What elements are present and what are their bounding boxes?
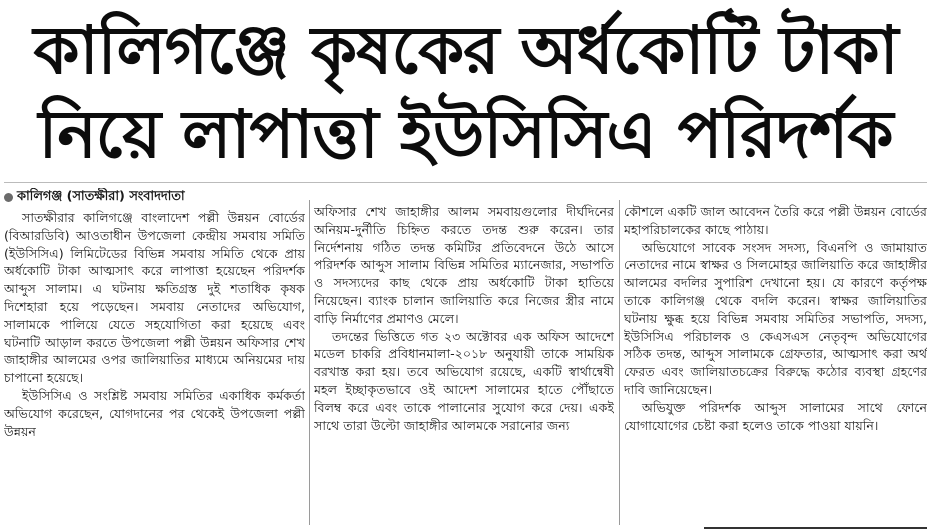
paragraph: ইউসিসিএ ও সংশ্লিষ্ট সমবায় সমিতির একাধিক কর্মকর্তা অভিযোগ করেছেন, যোগদানের পর থেকেই উপজেলা পল্লী উন্নয়ন xyxy=(4,387,305,439)
bullet-icon xyxy=(4,193,13,202)
paragraph: তদন্তের ভিত্তিতে গত ২৩ অক্টোবর এক অফিস আদেশে মডেল চাকরি প্রবিধানমালা-২০১৮ অনুযায়ী তাকে সাময়িক বরখাস্ত করা হয়। তবে অভিযোগ রয়েছে, একটি স্বার্থান্বেষী মহল ইচ্ছাকৃতভাবে ওই আদেশ সালামের হাতে পৌঁছাতে বিলম্ব করে এবং তাকে পালানোর সুযোগ করে দেয়। একই সাথে তারা উল্টো জাহাঙ্গীর আলমকে সরানোর জন্য xyxy=(314,328,614,433)
article-column-1 xyxy=(4,188,305,531)
paragraph: সাতক্ষীরার কালিগঞ্জে বাংলাদেশ পল্লী উন্নয়ন বোর্ডের (বিআরডিবি) আওতাধীন উপজেলা কেন্দ্রীয় সমবায় সমিতি (ইউসিসিএ) লিমিটেডের বিভিন্ন সমবায় সমিতি থেকে প্রায় অর্ধকোটি টাকা আত্মসাৎ করে লাপাত্তা হয়েছেন পরিদর্শক আব্দুস সালাম। এ ঘটনায় ক্ষতিগ্রস্ত দুই শতাধিক কৃষক দিশেহারা হয়ে পড়েছেন। সমবায় নেতাদের অভিযোগ, সালামকে পালিয়ে যেতে সহযোগিতা করা হয়েছে এবং ঘটনাটি আড়াল করতে উপজেলা পল্লী উন্নয়ন অফিসার শেখ জাহাঙ্গীর আলমের ওপর জালিয়াতির মাধ্যমে অনিয়মের দায় চাপানো হয়েছে। xyxy=(4,210,305,386)
byline xyxy=(4,188,305,206)
bottom-rule xyxy=(704,527,927,529)
headline-divider xyxy=(4,182,927,183)
paragraph: কৌশলে একটি জাল আবেদন তৈরি করে পল্লী উন্নয়ন বোর্ডের মহাপরিচালকের কাছে পাঠায়। xyxy=(624,204,927,237)
headline-line-1: কালিগঞ্জে কৃষকের অর্ধকোটি টাকা xyxy=(33,12,898,89)
byline-text: কালিগঞ্জ (সাতক্ষীরা) সংবাদদাতা xyxy=(17,189,185,204)
paragraph: অভিযোগে সাবেক সংসদ সদস্য, বিএনপি ও জামায়াত নেতাদের নামে স্বাক্ষর ও সিলমোহর জালিয়াতি করে জাহাঙ্গীর আলমের বদলির সুপারিশ দেখানো হয়। যে কারণে কর্তৃপক্ষ তাকে কালিগঞ্জ থেকে বদলি করেন। স্বাক্ষর জালিয়াতির ঘটনায় ক্ষুব্ধ হয়ে বিভিন্ন সমবায় সমিতির সভাপতি, সদস্য, ইউসিসিএ পরিচালক ও কেএসএস নেতৃবৃন্দ অভিযোগের সঠিক তদন্ত, আব্দুস সালামকে গ্রেফতার, আত্মসাৎ করা অর্থ ফেরত এবং জালিয়াতচক্রের বিরুদ্ধে কঠোর ব্যবস্থা গ্রহণের দাবি জানিয়েছেন। xyxy=(624,239,927,397)
column-divider xyxy=(309,200,310,525)
article-column-3 xyxy=(624,203,927,531)
headline-line-2: নিয়ে লাপাত্তা ইউসিসিএ পরিদর্শক xyxy=(38,96,893,173)
paragraph: অভিযুক্ত পরিদর্শক আব্দুস সালামের সাথে ফোনে যোগাযোগের চেষ্টা করা হলেও তাকে পাওয়া যায়নি। xyxy=(624,399,927,433)
column-divider xyxy=(619,200,620,525)
article-column-2 xyxy=(314,203,614,531)
paragraph: অফিসার শেখ জাহাঙ্গীর আলম সমবায়গুলোর দীর্ঘদিনের অনিয়ম-দুর্নীতি চিহ্নিত করতে তদন্ত শুরু করেন। তার নির্দেশনায় গঠিত তদন্ত কমিটির প্রতিবেদনে উঠে আসে পরিদর্শক আব্দুস সালাম বিভিন্ন সমিতির ম্যানেজার, সভাপতি ও সদস্যদের কাছ থেকে প্রায় অর্ধকোটি টাকা হাতিয়ে নিয়েছেন। ব্যাংক চালান জালিয়াতি করে নিজের স্ত্রীর নামে বাড়ি নির্মাণের প্রমাণও মেলে। xyxy=(314,204,614,326)
